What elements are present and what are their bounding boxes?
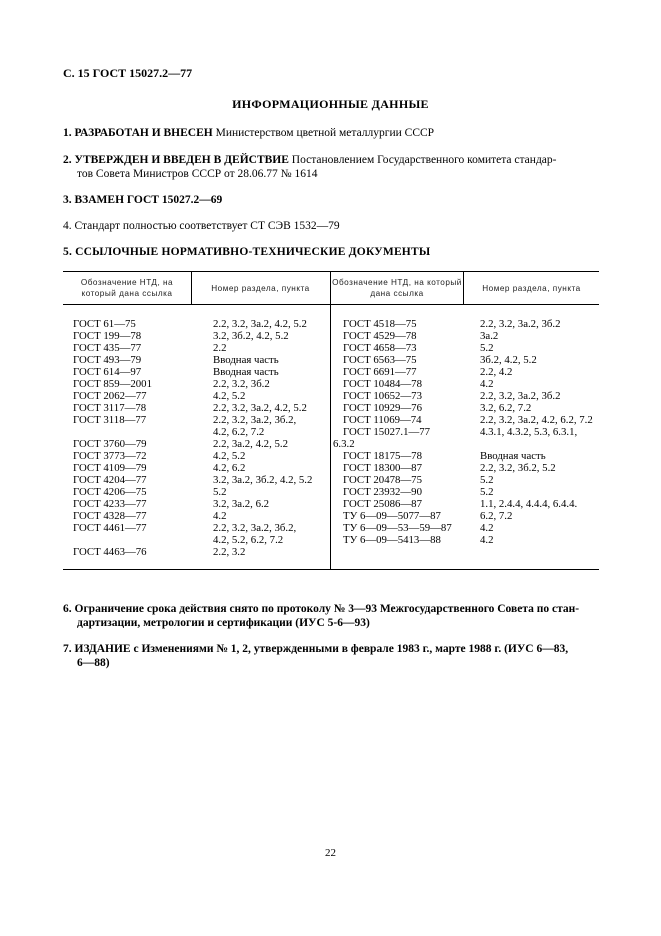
item-2-continuation: тов Совета Министров СССР от 28.06.77 № 1614 (77, 168, 318, 180)
cell-ntd-right: ТУ 6—09—5077—87 (343, 510, 441, 522)
item-2 (63, 153, 611, 181)
item-1 (63, 126, 611, 140)
cell-section-right: 5.2 (480, 474, 494, 486)
item-3: 3. ВЗАМЕН ГОСТ 15027.2—69 (63, 194, 223, 206)
item-6-line-2: дартизации, метрологии и сертификации (ИУС 5-6—93) (77, 617, 370, 629)
cell-ntd-left: ГОСТ 4204—77 (73, 474, 147, 486)
table-row (63, 342, 599, 354)
item-7 (63, 642, 611, 670)
table-row (63, 522, 599, 534)
cell-section-left: 5.2 (213, 486, 227, 498)
header-section-1: Номер раздела, пункта (211, 283, 310, 293)
cell-section-left: 2.2, 3.2, 3а.2, 4.2, 5.2 (213, 318, 307, 330)
cell-ntd-left: ГОСТ 435—77 (73, 342, 142, 354)
table-row (63, 450, 599, 462)
item-7-line-2: 6—88) (77, 657, 110, 669)
cell-ntd-right: ТУ 6—09—5413—88 (343, 534, 441, 546)
table-row (63, 366, 599, 378)
header-ntd-1: Обозначение НТД, на который дана ссылка (80, 278, 174, 298)
table-row (63, 414, 599, 426)
table-row (63, 426, 599, 438)
table-row (63, 534, 599, 546)
cell-section-right: 2.2, 4.2 (480, 366, 513, 378)
cell-section-right: 3а.2 (480, 330, 499, 342)
cell-ntd-right: ГОСТ 4518—75 (343, 318, 417, 330)
table-body (63, 305, 599, 569)
cell-ntd-right: ГОСТ 11069—74 (343, 414, 422, 426)
cell-section-left: 4.2 (213, 510, 227, 522)
cell-section-left: Вводная часть (213, 354, 279, 366)
references-table (63, 271, 599, 570)
table-row (63, 390, 599, 402)
table-row (63, 402, 599, 414)
cell-section-right: 6.3.2 (333, 438, 355, 450)
table-row (63, 462, 599, 474)
cell-section-left: 2.2, 3.2, 3а.2, 3б.2, (213, 414, 297, 426)
cell-section-right: Вводная часть (480, 450, 546, 462)
item-4: 4. Стандарт полностью соответствует СТ СЭВ 1532—79 (63, 220, 340, 232)
cell-ntd-left: ГОСТ 2062—77 (73, 390, 147, 402)
cell-section-left: 2.2 (213, 342, 227, 354)
cell-ntd-left: ГОСТ 3760—79 (73, 438, 147, 450)
column-divider (191, 272, 192, 304)
cell-ntd-left: ГОСТ 4233—77 (73, 498, 147, 510)
cell-section-right: 3.2, 6.2, 7.2 (480, 402, 532, 414)
cell-ntd-left: ГОСТ 4461—77 (73, 522, 147, 534)
cell-ntd-left: ГОСТ 859—2001 (73, 378, 152, 390)
cell-section-right: 4.2 (480, 378, 494, 390)
cell-section-right: 4.2 (480, 522, 494, 534)
cell-ntd-right: ГОСТ 18175—78 (343, 450, 422, 462)
item-1-heading: 1. РАЗРАБОТАН И ВНЕСЕН (63, 127, 213, 139)
cell-ntd-left: ГОСТ 4206—75 (73, 486, 147, 498)
table-row (63, 318, 599, 330)
cell-ntd-right: ГОСТ 15027.1—77 (343, 426, 431, 438)
cell-section-left: 2.2, 3.2, 3б.2 (213, 378, 270, 390)
cell-ntd-right: ГОСТ 18300—87 (343, 462, 422, 474)
cell-ntd-left: ГОСТ 4109—79 (73, 462, 147, 474)
cell-ntd-right: ГОСТ 10929—76 (343, 402, 422, 414)
cell-section-left: 4.2, 5.2, 6.2, 7.2 (213, 534, 284, 546)
column-divider (463, 272, 464, 304)
cell-ntd-right: ТУ 6—09—53—59—87 (343, 522, 452, 534)
cell-ntd-left: ГОСТ 4463—76 (73, 546, 147, 558)
cell-section-left: 4.2, 6.2, 7.2 (213, 426, 265, 438)
cell-section-left: 4.2, 5.2 (213, 450, 246, 462)
cell-ntd-right: ГОСТ 6691—77 (343, 366, 417, 378)
cell-section-right: 2.2, 3.2, 3а.2, 3б.2 (480, 318, 561, 330)
table-header (63, 272, 599, 305)
info-title: ИНФОРМАЦИОННЫЕ ДАННЫЕ (232, 97, 429, 111)
cell-section-right: 1.1, 2.4.4, 4.4.4, 6.4.4. (480, 498, 578, 510)
table-row (63, 438, 599, 450)
cell-ntd-right: ГОСТ 10652—73 (343, 390, 422, 402)
item-6-line-1: 6. Ограничение срока действия снято по протоколу № 3—93 Межгосударственного Совета по стан- (63, 603, 580, 615)
cell-ntd-left: ГОСТ 199—78 (73, 330, 142, 342)
cell-ntd-right: ГОСТ 10484—78 (343, 378, 422, 390)
table-row (63, 378, 599, 390)
cell-section-left: 2.2, 3.2, 3а.2, 3б.2, (213, 522, 297, 534)
table-row (63, 330, 599, 342)
cell-ntd-left: ГОСТ 4328—77 (73, 510, 147, 522)
table-row (63, 474, 599, 486)
item-7-line-1: 7. ИЗДАНИЕ с Изменениями № 1, 2, утвержденными в феврале 1983 г., марте 1988 г. (ИУС 6—83, (63, 643, 569, 655)
cell-section-left: 2.2, 3а.2, 4.2, 5.2 (213, 438, 288, 450)
cell-section-left: 4.2, 5.2 (213, 390, 246, 402)
table-row (63, 510, 599, 522)
header-ntd-2: Обозначение НТД, на который дана ссылка (332, 278, 462, 298)
table-row (63, 498, 599, 510)
cell-ntd-right: ГОСТ 4529—78 (343, 330, 417, 342)
cell-section-right: 2.2, 3.2, 3а.2, 4.2, 6.2, 7.2 (480, 414, 593, 426)
cell-section-right: 4.3.1, 4.3.2, 5.3, 6.3.1, (480, 426, 578, 438)
cell-section-left: 3.2, 3б.2, 4.2, 5.2 (213, 330, 289, 342)
cell-ntd-right: ГОСТ 20478—75 (343, 474, 422, 486)
cell-ntd-left: ГОСТ 61—75 (73, 318, 136, 330)
cell-section-right: 2.2, 3.2, 3б.2, 5.2 (480, 462, 556, 474)
cell-section-right: 2.2, 3.2, 3а.2, 3б.2 (480, 390, 561, 402)
cell-ntd-left: ГОСТ 493—79 (73, 354, 142, 366)
cell-section-left: 4.2, 6.2 (213, 462, 246, 474)
item-5: 5. ССЫЛОЧНЫЕ НОРМАТИВНО-ТЕХНИЧЕСКИЕ ДОКУМЕНТЫ (63, 246, 431, 258)
item-2-heading: 2. УТВЕРЖДЕН И ВВЕДЕН В ДЕЙСТВИЕ (63, 154, 289, 166)
header-section-2: Номер раздела, пункта (482, 283, 581, 293)
item-6 (63, 602, 611, 630)
cell-section-right: 5.2 (480, 486, 494, 498)
cell-ntd-left: ГОСТ 3773—72 (73, 450, 147, 462)
cell-ntd-right: ГОСТ 25086—87 (343, 498, 422, 510)
item-1-text: Министерством цветной металлургии СССР (212, 127, 435, 139)
cell-ntd-left: ГОСТ 3118—77 (73, 414, 147, 426)
table-row (63, 486, 599, 498)
page-number: 22 (325, 847, 336, 859)
table-row (63, 546, 599, 558)
cell-ntd-left: ГОСТ 3117—78 (73, 402, 147, 414)
column-divider (330, 272, 331, 304)
cell-section-right: 5.2 (480, 342, 494, 354)
cell-section-right: 3б.2, 4.2, 5.2 (480, 354, 537, 366)
cell-ntd-right: ГОСТ 6563—75 (343, 354, 417, 366)
cell-ntd-right: ГОСТ 23932—90 (343, 486, 422, 498)
cell-section-right: 4.2 (480, 534, 494, 546)
cell-section-left: 2.2, 3.2 (213, 546, 246, 558)
item-2-text: Постановлением Государственного комитета стандар- (288, 154, 557, 166)
cell-section-right: 6.2, 7.2 (480, 510, 513, 522)
cell-section-left: 3.2, 3а.2, 3б.2, 4.2, 5.2 (213, 474, 313, 486)
cell-section-left: Вводная часть (213, 366, 279, 378)
cell-section-left: 3.2, 3а.2, 6.2 (213, 498, 270, 510)
page-header: С. 15 ГОСТ 15027.2—77 (63, 66, 193, 80)
table-row (63, 354, 599, 366)
cell-ntd-right: ГОСТ 4658—73 (343, 342, 417, 354)
cell-section-left: 2.2, 3.2, 3а.2, 4.2, 5.2 (213, 402, 307, 414)
cell-ntd-left: ГОСТ 614—97 (73, 366, 142, 378)
